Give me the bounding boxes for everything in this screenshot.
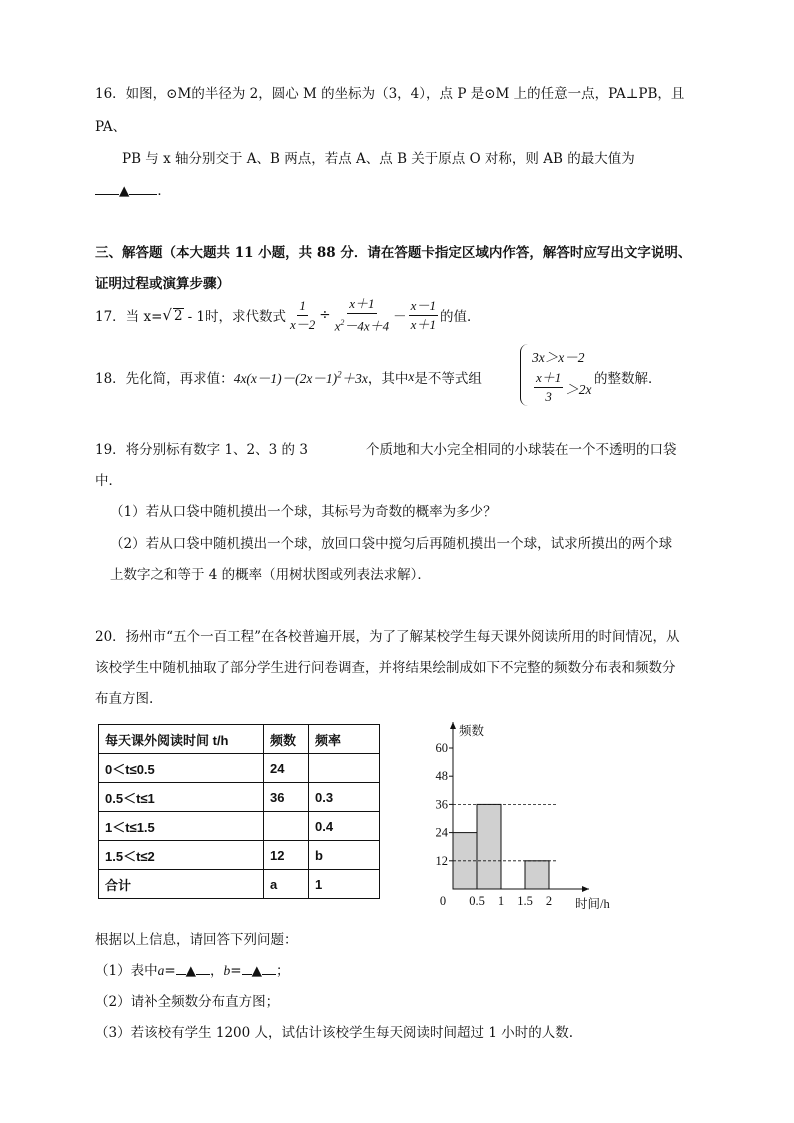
table-cell: 0＜t≤0.5 bbox=[99, 754, 264, 783]
y-tick-label: 48 bbox=[435, 769, 448, 784]
table-cell: 12 bbox=[264, 841, 309, 870]
q17-fraction-1: $\frac{1}{x-2}$ bbox=[290, 297, 316, 332]
q17-sqrt: 2 bbox=[173, 307, 183, 324]
q18-system-brace bbox=[520, 344, 531, 406]
q17-op-minus: － bbox=[393, 309, 407, 326]
frequency-table bbox=[98, 724, 380, 899]
table-cell: 0.5＜t≤1 bbox=[99, 783, 264, 812]
table-cell: 1＜t≤1.5 bbox=[99, 812, 264, 841]
q18-inequality-1: 3x＞x－2 bbox=[532, 350, 585, 365]
section3-heading-line1: 三、解答题（本大题共 11 小题，共 88 分．请在答题卡指定区域内作答，解答时应写出文字说明、 bbox=[95, 245, 692, 261]
q20-line3: 布直方图. bbox=[95, 691, 154, 707]
table-header-cell: 每天课外阅读时间 t/h bbox=[99, 725, 264, 754]
table-row bbox=[99, 841, 380, 870]
table-header-cell: 频数 bbox=[264, 725, 309, 754]
q17-after-sqrt: - 1时，求代数式 bbox=[187, 309, 287, 326]
q18 bbox=[95, 367, 482, 387]
q18-inequality-2: $\frac{x+1}{3}$ ＞2x bbox=[536, 370, 592, 404]
q17-op-divide: ÷ bbox=[319, 307, 331, 324]
answer-mark: ▲ bbox=[185, 963, 197, 979]
answer-mark: ▲ bbox=[251, 963, 262, 979]
y-tick-label: 24 bbox=[435, 825, 448, 840]
q18-var: x bbox=[408, 369, 415, 384]
table-row bbox=[99, 812, 380, 841]
x-axis-label: 时间/h bbox=[575, 897, 610, 911]
q19-part2-line1: （2）若从口袋中随机摸出一个球，放回口袋中搅匀后再随机摸出一个球，试求所摸出的两个球 bbox=[110, 536, 673, 552]
histogram-bar bbox=[477, 804, 501, 889]
section3-heading-line2: 证明过程或演算步骤） bbox=[95, 276, 230, 292]
table-cell: 1.5＜t≤2 bbox=[99, 841, 264, 870]
period: ． bbox=[157, 183, 171, 199]
q18-prefix: 18．先化简，再求值： bbox=[95, 371, 234, 387]
q17-fraction-2: $\frac{x+1}{x^2-4x+4}$ bbox=[334, 296, 390, 334]
q20-after-text: 根据以上信息，请回答下列问题： bbox=[95, 932, 298, 948]
y-axis-arrow-icon bbox=[450, 722, 456, 729]
table-cell: 24 bbox=[264, 754, 309, 783]
table-row bbox=[99, 783, 380, 812]
table-cell: 0.3 bbox=[309, 783, 380, 812]
q17-suffix: 的值． bbox=[439, 309, 481, 326]
table-header-row bbox=[99, 725, 380, 754]
y-tick-label: 12 bbox=[435, 853, 448, 868]
q19-line2: 中． bbox=[95, 473, 122, 489]
table-cell bbox=[309, 754, 380, 783]
y-tick-label: 60 bbox=[435, 741, 448, 755]
table-cell: 36 bbox=[264, 783, 309, 812]
x-tick-label: 1.5 bbox=[517, 894, 533, 908]
q18-mid2: 是不等式组 bbox=[414, 371, 482, 387]
table-row bbox=[99, 870, 380, 899]
q20-sub1: （1）表中a= ▲ ，b= ▲ ； bbox=[95, 963, 290, 979]
x-tick-label: 2 bbox=[545, 894, 553, 908]
table-cell: 0.4 bbox=[309, 812, 380, 841]
origin-label: 0 bbox=[439, 894, 447, 908]
y-axis-label: 频数 bbox=[459, 724, 485, 738]
q18-expression: $4x(x-1)-(2x-1)^2+3x$ bbox=[233, 369, 368, 386]
x-tick-label: 0.5 bbox=[469, 894, 485, 908]
q17: 17．当 x= √ 2 - 1时，求代数式 $\frac{1}{x-2}$ ÷ $\frac{x+1}{x^2-4x+4}$ － $\frac{x-1}{x+1}$ 的值． bbox=[95, 296, 481, 334]
q16-line2: PA、 bbox=[95, 119, 127, 135]
table-cell: a bbox=[264, 870, 309, 899]
x-tick-label: 1 bbox=[497, 894, 505, 908]
table-cell bbox=[264, 812, 309, 841]
q20-sub3: （3）若该校有学生 1200 人，试估计该校学生每天阅读时间超过 1 小时的人数. bbox=[95, 1025, 573, 1041]
q17-fraction-3: $\frac{x-1}{x+1}$ bbox=[410, 297, 436, 332]
answer-mark: ▲ bbox=[119, 183, 130, 199]
histogram-bar bbox=[525, 861, 549, 889]
q17-prefix: 17．当 x= bbox=[95, 309, 163, 326]
q18-suffix: 的整数解． bbox=[594, 371, 662, 387]
y-tick-label: 36 bbox=[435, 797, 448, 812]
q16-line3: PB 与 x 轴分别交于 A、B 两点，若点 A、点 B 关于原点 O 对称，则 AB 的最大值为 bbox=[122, 151, 635, 167]
q19-line1a: 19．将分别标有数字 1、2、3 的 3 bbox=[95, 442, 308, 458]
q16-answer-line bbox=[95, 179, 171, 199]
table-header-cell: 频率 bbox=[309, 725, 380, 754]
table-row bbox=[99, 754, 380, 783]
frequency-histogram bbox=[420, 718, 650, 918]
table-cell: 1 bbox=[309, 870, 380, 899]
x-axis-arrow-icon bbox=[582, 886, 589, 892]
q18-mid: ，其中 bbox=[367, 371, 409, 387]
q19-part2-line2: 上数字之和等于 4 的概率（用树状图或列表法求解）． bbox=[110, 567, 431, 583]
q20-sub2: （2）请补全频数分布直方图； bbox=[95, 994, 280, 1010]
table-cell: 合计 bbox=[99, 870, 264, 899]
q16-line1: 16．如图，⊙M的半径为 2，圆心 M 的坐标为（3，4），点 P 是⊙M 上的任意一点，PA⊥PB，且 bbox=[95, 86, 685, 102]
table-cell: b bbox=[309, 841, 380, 870]
q20-line2: 该校学生中随机抽取了部分学生进行问卷调查，并将结果绘制成如下不完整的频数分布表和频数分 bbox=[95, 660, 676, 676]
q19-part1: （1）若从口袋中随机摸出一个球，其标号为奇数的概率为多少？ bbox=[110, 504, 497, 520]
q19-line1b: 个质地和大小完全相同的小球装在一个不透明的口袋 bbox=[366, 442, 677, 458]
q20-line1: 20．扬州市“五个一百工程”在各校普遍开展，为了了解某校学生每天课外阅读所用的时间情况，从 bbox=[95, 629, 680, 645]
